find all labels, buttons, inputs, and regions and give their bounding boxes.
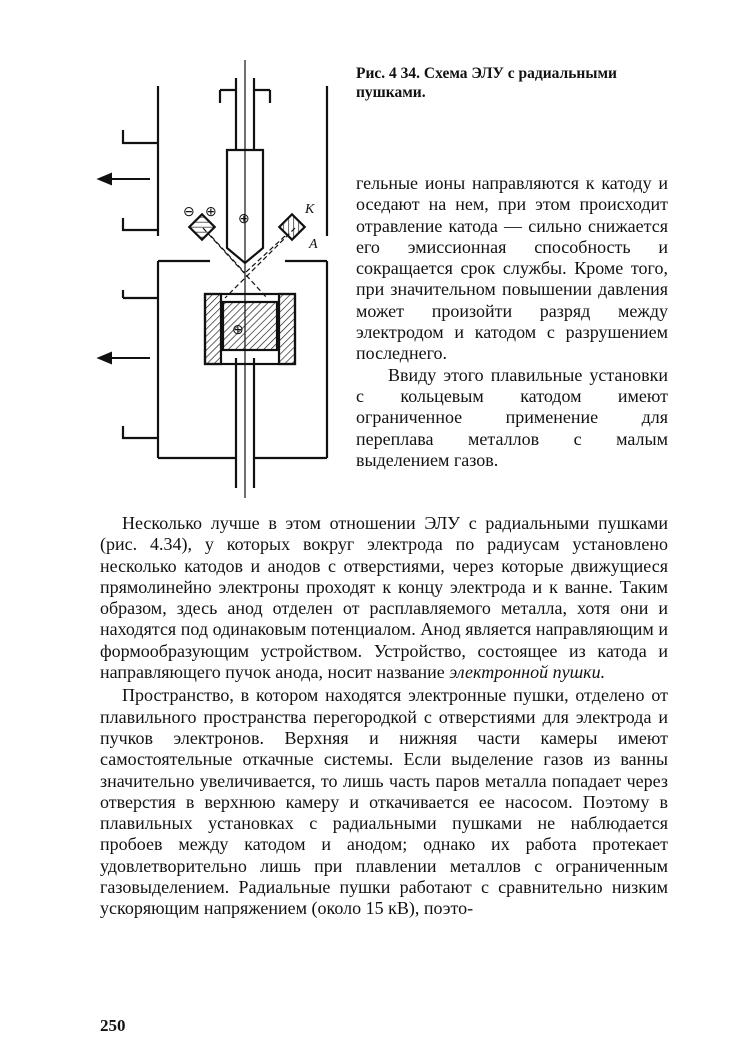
cathode-label: К	[305, 202, 315, 217]
minus-label: ⊖	[183, 205, 195, 220]
pipe-1	[123, 130, 158, 143]
beam-right-2	[245, 236, 285, 273]
main-paragraph-1-text: Несколько лучше в этом отношении ЭЛУ с радиальными пушками (рис. 4.34), у которых вокруг электрода по радиусам установлено несколько катодов и анодов с отверстиями, через которые движущиеся прямолинейно электроны проходят к концу электрода и к ванне. Таким образом, здесь анод отделен от расплавляемого металла, хотя они и находятся под одинаковым потенциалом. Анод является направляющим и формообразующим устройством. Устройство, состоящее из катода и направляющего пучок анода, носит название	[100, 513, 668, 683]
crucible-wall-right	[279, 294, 295, 364]
pipe-4	[123, 426, 158, 438]
pipe-2	[123, 218, 158, 230]
anode-label: А	[309, 237, 318, 252]
arrow-upper-head	[99, 174, 111, 184]
crucible-wall-left	[205, 294, 221, 364]
side-column-text	[356, 173, 668, 471]
plus-left-label: ⊕	[205, 205, 217, 220]
main-paragraph-1	[100, 513, 668, 683]
pipe-3	[123, 290, 158, 298]
side-paragraph-2: Ввиду этого плавильные установки с кольцевым катодом имеют ограниченное применение для переплава металлов с малым выделением газов.	[356, 364, 668, 470]
arrow-lower-head	[99, 353, 111, 363]
elu-radial-guns-diagram	[95, 58, 340, 513]
page-number: 250	[100, 1016, 126, 1035]
gun-right	[279, 214, 304, 239]
main-paragraph-2: Пространство, в котором находятся электронные пушки, отделено от плавильного пространства перегородкой с отверстиями для электрода и пучков электронов. Верхняя и нижняя части камеры имеют самостоятельные откачные системы. Если выделение газов из ванны значительно увеличивается, то лишь часть паров металла попадает через отверстия в верхнюю камеру и откачивается ее насосом. Поэтому в плавильных установках с радиальными пушками не наблюдается пробоев между катодом и анодом; однако их работа протекает удовлетворительно лишь при плавлении металлов с ограниченным газовыделением. Радиальные пушки работают с сравнительно низким ускоряющим напряжением (около 15 кВ), поэто-	[100, 685, 668, 919]
plus-electrode-label: ⊕	[238, 212, 250, 227]
figure-caption: Рис. 4 34. Схема ЭЛУ с радиальными пушками.	[356, 65, 617, 101]
side-paragraph-1: гельные ионы направляются к катоду и оседают на нем, при этом происходит отравление катода — сильно снижается его эмиссионная способность и сокращается срок службы. Кроме того, при значительном повышении давления может произойти разряд между электродом и катодом с разрушением последнего.	[356, 173, 668, 364]
diagram-svg	[95, 58, 340, 513]
main-text	[100, 513, 668, 922]
plus-ingot-label: ⊕	[232, 323, 244, 338]
term-electron-gun: электронной пушки.	[449, 662, 606, 683]
